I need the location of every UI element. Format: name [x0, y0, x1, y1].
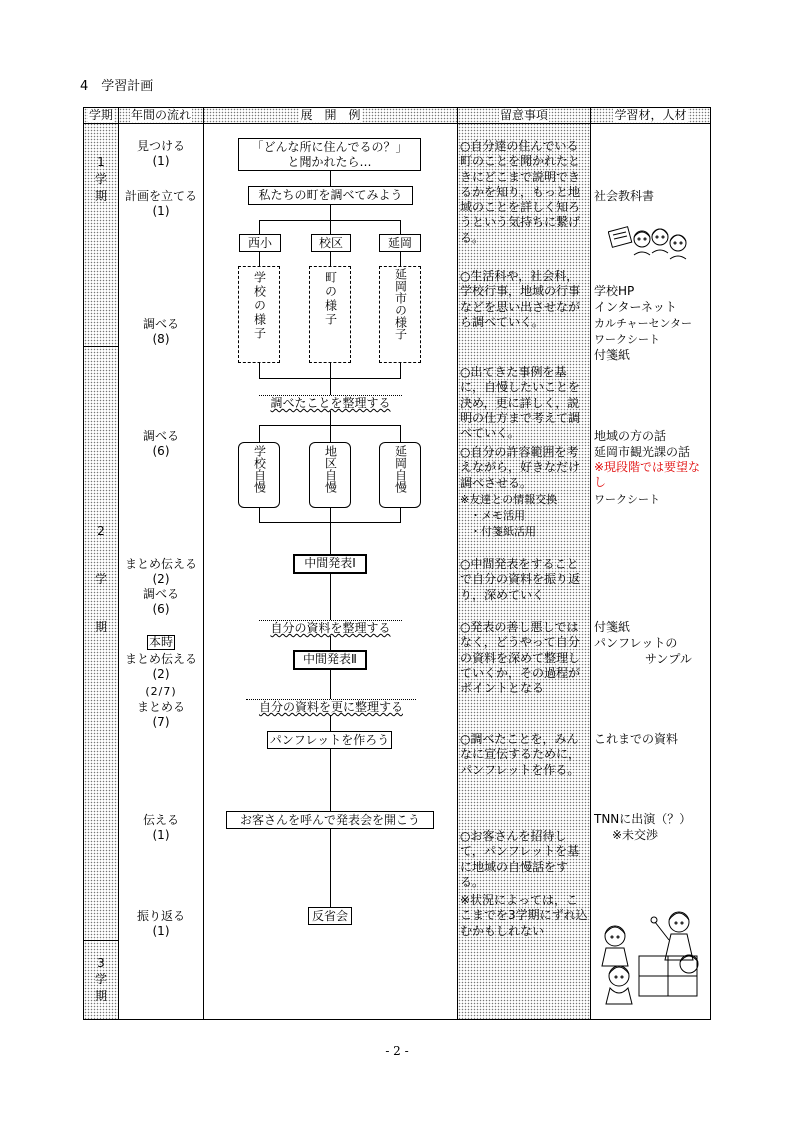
col-divider	[203, 107, 204, 1020]
flow-label: 振り返る	[136, 909, 185, 923]
note-item: ○生活科や，社会科，学校行事，地域の行事などを思い出させながら調べていく。	[460, 269, 581, 329]
flow-label: まとめ伝える	[124, 652, 197, 666]
branch-line	[259, 425, 401, 426]
flow-hours: (1)	[152, 204, 170, 218]
term-3-char: 学	[94, 972, 107, 986]
pride-box-school: 学校自慢	[238, 442, 280, 508]
note-item: ・付箋紙活用	[470, 525, 536, 538]
flow-label: 見つける	[136, 139, 185, 153]
col-divider	[590, 107, 591, 1020]
midterm-presentation-1: 中間発表Ⅰ	[293, 554, 367, 574]
material-item: 延岡市観光課の話	[594, 445, 691, 459]
reflection-box: 反省会	[308, 907, 352, 925]
header-notes: 留意事項	[499, 108, 548, 122]
pamphlet-box: パンフレットを作ろう	[267, 731, 392, 749]
presentation-illustration	[597, 906, 707, 1012]
term-2-char: 期	[94, 620, 107, 634]
header-materials: 学習材，人材	[614, 108, 687, 122]
branch-line	[259, 251, 260, 266]
organize-step-3: 自分の資料を更に整理する	[246, 699, 416, 715]
material-item: パンフレットの	[594, 636, 678, 650]
material-item: 地域の方の話	[594, 429, 667, 443]
group-box-kouku: 校区	[311, 234, 351, 252]
note-item: ○発表の善し悪しではなく，どうやって自分の資料を深めて整理していくか，その過程がポイントとなる	[460, 620, 581, 696]
term-divider	[83, 940, 119, 941]
term-2-number: 2	[97, 524, 105, 538]
branch-line	[400, 251, 401, 266]
note-item: ○お客さんを招待して，パンフレットを基に地域の自慢話をする。	[460, 829, 580, 889]
branch-line	[400, 425, 401, 442]
flow-hours: (6)	[152, 602, 170, 616]
material-item: 学校HP	[594, 284, 635, 298]
term-1-char: 期	[94, 189, 107, 203]
material-item: 社会教科書	[594, 189, 655, 203]
branch-line	[400, 362, 401, 379]
flow-hours: (1)	[152, 828, 170, 842]
material-item: 付箋紙	[594, 620, 631, 634]
term-divider	[83, 346, 119, 347]
material-item: インターネット	[594, 300, 677, 314]
flow-label: まとめ伝える	[124, 557, 197, 571]
flow-label: 調べる	[142, 429, 179, 443]
branch-line	[400, 507, 401, 523]
material-item: ワークシート	[594, 333, 660, 346]
branch-line	[259, 220, 401, 221]
organize-step-2: 自分の資料を整理する	[259, 620, 402, 636]
note-item: ・メモ活用	[470, 509, 525, 522]
term-3-char: 期	[94, 989, 107, 1003]
note-item: ※状況によっては，ここまでを3学期にずれ込むかもしれない	[460, 893, 588, 938]
plan-box: 私たちの町を調べてみよう	[248, 186, 413, 205]
header-flow: 年間の流れ	[130, 108, 191, 122]
material-item: これまでの資料	[594, 732, 679, 746]
flow-hours: (2)	[152, 667, 170, 681]
page-number: - 2 -	[385, 1044, 409, 1058]
flow-label: 伝える	[142, 813, 179, 827]
merge-line	[259, 378, 401, 379]
branch-line	[259, 507, 260, 523]
note-item: ○自分達の住んでいる町のことを聞かれたときにどこまで説明できるかを知り，もっと地域のことを詳しく知ろうという気持ちに繋げる。	[460, 139, 581, 245]
branch-line	[259, 220, 260, 234]
flow-label: 調べる	[142, 587, 179, 601]
flow-hours: (7)	[152, 715, 170, 729]
material-item: カルチャーセンター	[594, 317, 693, 330]
flow-label: まとめる	[136, 700, 185, 714]
group-box-nobeoka: 延岡	[379, 234, 421, 252]
flow-hours: (1)	[152, 154, 170, 168]
flow-label: 計画を立てる	[124, 189, 197, 203]
term-1-char: 学	[94, 172, 107, 186]
question-box: 「どんな所に住んでるの？」 と聞かれたら…	[238, 138, 421, 171]
midterm-presentation-2: 中間発表Ⅱ	[293, 650, 367, 670]
material-item: 付箋紙	[594, 348, 631, 362]
term-2-char: 学	[94, 572, 107, 586]
term-3-number: 3	[97, 956, 105, 970]
group-box-nishisho: 西小	[239, 234, 281, 252]
subject-box-city: 延岡市の様子	[379, 266, 421, 363]
flow-hours: (8)	[152, 332, 170, 346]
material-item: TNNに出演（？）	[594, 812, 692, 826]
col-divider	[457, 107, 458, 1020]
flow-label: 調べる	[142, 317, 179, 331]
note-item: ○自分の許容範囲を考えながら，好きなだけ調べさせる。	[460, 445, 581, 490]
children-illustration	[608, 213, 692, 267]
note-item: ※友達との情報交換	[460, 493, 558, 506]
flow-hours: (6)	[152, 444, 170, 458]
branch-line	[259, 362, 260, 379]
section-title: 4 学習計画	[80, 79, 154, 94]
merge-line	[259, 522, 401, 523]
material-item: ※未交渉	[612, 828, 659, 842]
flow-lesson-position: (2/7)	[145, 685, 177, 698]
subject-box-school: 学校の様子	[238, 266, 280, 363]
term-1-number: 1	[97, 155, 105, 169]
pride-box-district: 地区自慢	[309, 442, 351, 508]
branch-line	[400, 220, 401, 234]
flow-hours: (1)	[152, 924, 170, 938]
header-divider	[83, 123, 711, 124]
note-item: ○調べたことを，みんなに宣伝するために，パンフレットを作る。	[460, 732, 581, 777]
header-example: 展 開 例	[300, 108, 361, 122]
subject-box-town: 町の様子	[309, 266, 351, 363]
material-item: サンプル	[645, 652, 692, 666]
material-warning: ※現段階では要望なし	[594, 460, 701, 490]
note-item: ○中間発表をすることで自分の資料を振り返り，深めていく	[460, 557, 581, 602]
header-term: 学期	[88, 108, 113, 122]
branch-line	[259, 425, 260, 442]
flow-hours: (2)	[152, 572, 170, 586]
event-box: お客さんを呼んで発表会を開こう	[226, 811, 434, 829]
current-lesson-badge: 本時	[148, 635, 173, 649]
organize-step-1: 調べたことを整理する	[259, 395, 402, 411]
pride-box-nobeoka: 延岡自慢	[379, 442, 421, 508]
note-item: ○出てきた事例を基に，自慢したいことを決め，更に詳しく，説明の仕方まで考えて調べていく。	[460, 365, 581, 441]
material-item: ワークシート	[594, 493, 660, 506]
